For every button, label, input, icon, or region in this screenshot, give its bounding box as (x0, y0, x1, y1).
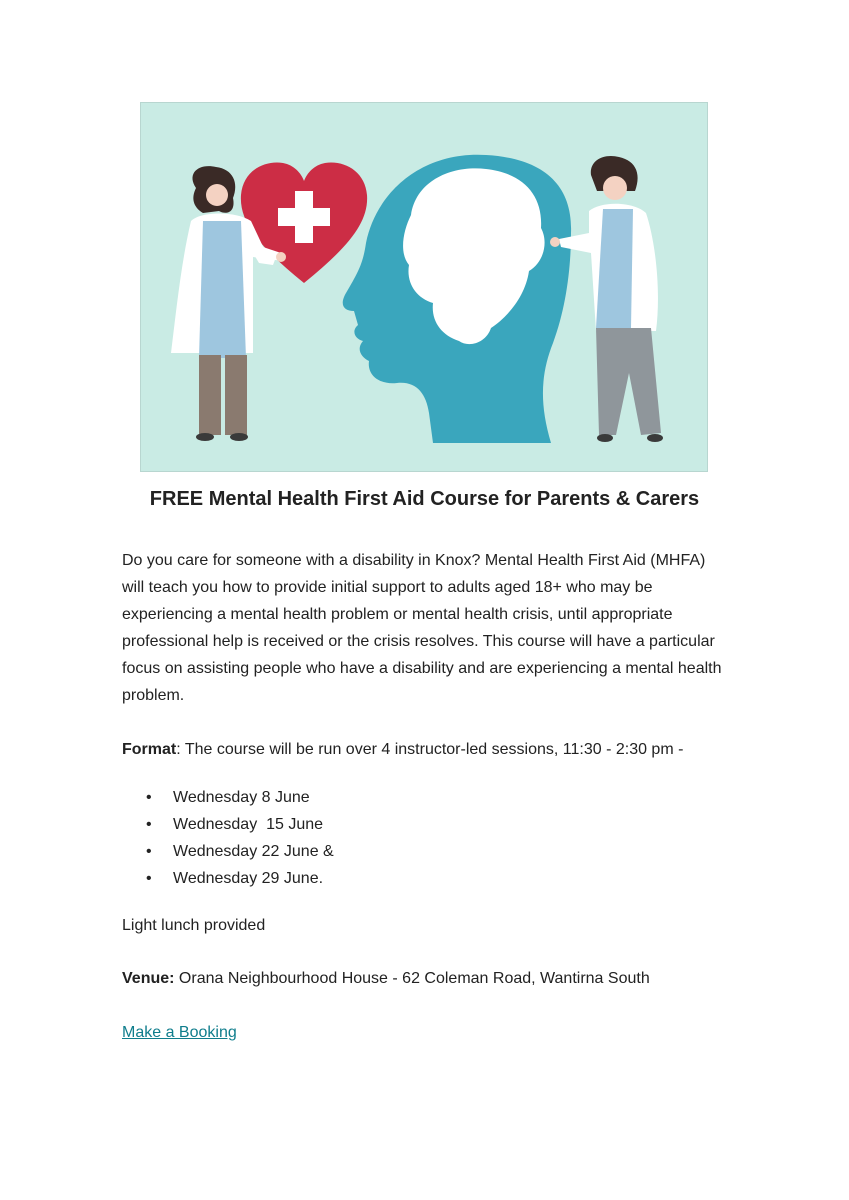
list-item: • Wednesday 15 June (122, 811, 334, 838)
man-doctor-figure (550, 156, 663, 442)
page-title: FREE Mental Health First Aid Course for Parents & Carers (149, 488, 700, 510)
lunch-note: Light lunch provided (122, 917, 266, 934)
format-label: Format (122, 741, 177, 758)
session-dates-list (122, 784, 334, 892)
make-booking-link[interactable]: Make a Booking (122, 1024, 237, 1041)
list-item: • Wednesday 22 June & (122, 838, 334, 865)
format-line (122, 736, 722, 763)
intro-paragraph: Do you care for someone with a disability in Knox? Mental Health First Aid (MHFA) will teach you how to provide initial support to adults aged 18+ who may be experiencing a mental health problem or mental health crisis, until appropriate professional help is received or the crisis resolves. This course will have a particular focus on assisting people who have a disability and are experiencing a mental health problem. (122, 552, 722, 704)
cross-horizontal (278, 208, 330, 226)
venue-line (122, 965, 722, 992)
list-item: • Wednesday 29 June. (122, 865, 334, 892)
venue-text: Orana Neighbourhood House - 62 Coleman Road, Wantirna South (174, 970, 650, 987)
venue-label: Venue: (122, 970, 175, 987)
format-text: : The course will be run over 4 instructor-led sessions, 11:30 - 2:30 pm - (176, 741, 684, 758)
hero-illustration (140, 102, 708, 472)
list-item: • Wednesday 8 June (122, 784, 334, 811)
